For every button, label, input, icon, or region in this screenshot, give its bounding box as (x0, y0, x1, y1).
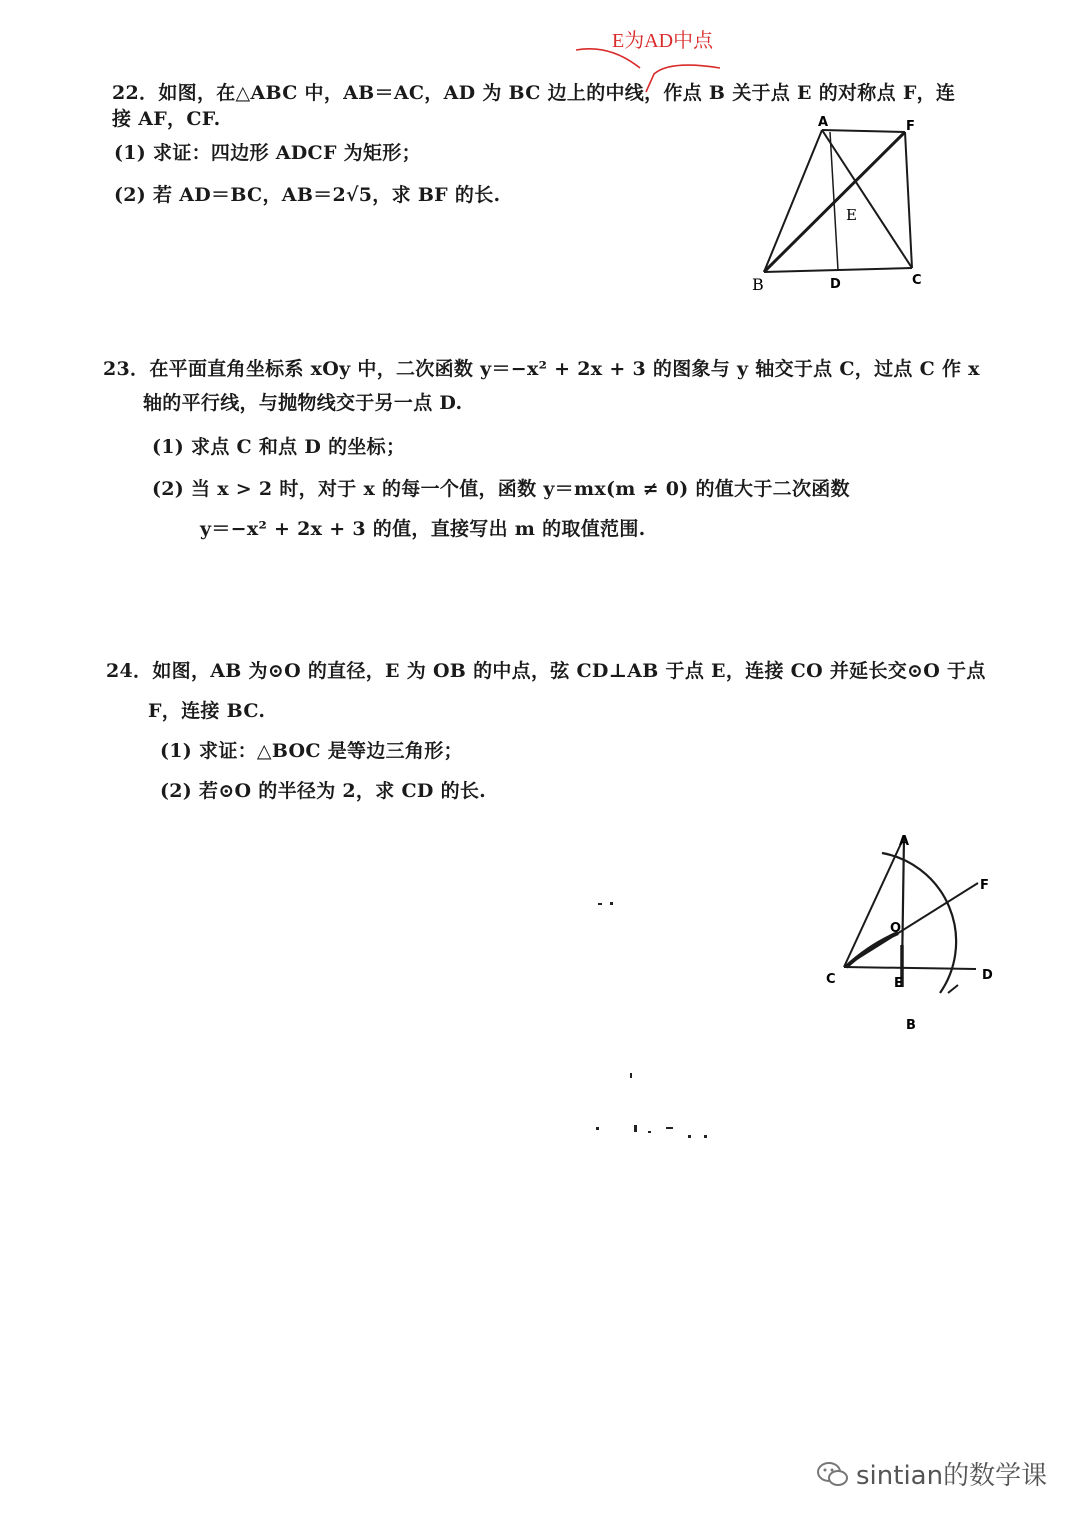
problem-22-line-2: 接 AF，CF. (112, 108, 221, 130)
figure-circle-o (810, 825, 1010, 1040)
figure-rectangle-adcf (740, 110, 940, 300)
problem-22-line-1: 22．如图，在△ABC 中，AB＝AC，AD 为 BC 边上的中线，作点 B 关于点 E 的对称点 F，连 (112, 82, 956, 104)
figure-24-label-b: B (906, 1018, 916, 1033)
scan-specks (590, 895, 730, 1145)
figure-24-label-e: E (894, 976, 903, 991)
problem-24-part-1: (1) 求证：△BOC 是等边三角形； (160, 740, 463, 762)
watermark-text: sintian的数学课 (856, 1461, 1048, 1491)
problem-23-line-1: 23．在平面直角坐标系 xOy 中，二次函数 y＝−x² + 2x + 3 的图象与 y 轴交于点 C，过点 C 作 x (103, 358, 980, 380)
problem-24-line-2: F，连接 BC. (148, 700, 266, 722)
figure-24-label-d: D (982, 968, 993, 983)
figure-24-label-o: O (890, 921, 902, 936)
segment-af (822, 130, 905, 132)
chord-cd (844, 967, 976, 969)
segment-fc (905, 132, 912, 268)
problem-22-part-2: (2) 若 AD＝BC，AB＝2√5，求 BF 的长. (114, 184, 501, 206)
problem-23-part-2-cont: y＝−x² + 2x + 3 的值，直接写出 m 的取值范围. (200, 518, 646, 540)
figure-22-label-f: F (906, 119, 915, 134)
figure-24-label-c: C (826, 972, 836, 987)
wechat-icon (816, 1460, 850, 1488)
problem-23-part-1: (1) 求点 C 和点 D 的坐标； (152, 436, 406, 458)
annotation-text: E为AD中点 (612, 30, 714, 52)
figure-22-label-e: E (846, 206, 857, 224)
figure-22-label-a: A (818, 115, 829, 130)
segment-ab (764, 130, 822, 272)
problem-24-line-1: 24．如图，AB 为⊙O 的直径，E 为 OB 的中点，弦 CD⊥AB 于点 E，连接 CO 并延长交⊙O 于点 (106, 660, 986, 682)
figure-24-label-a: A (899, 834, 910, 849)
watermark (816, 1455, 1047, 1492)
problem-24-part-2: (2) 若⊙O 的半径为 2，求 CD 的长. (160, 780, 487, 802)
figure-22-label-c: C (912, 273, 922, 288)
problem-22-part-1: (1) 求证：四边形 ADCF 为矩形； (114, 142, 421, 164)
figure-22-label-d: D (830, 277, 841, 292)
problem-23-part-2: (2) 当 x > 2 时，对于 x 的每一个值，函数 y＝mx(m ≠ 0) 的值大于二次函数 (152, 478, 850, 500)
problem-23-line-2: 轴的平行线，与抛物线交于另一点 D. (143, 392, 463, 414)
figure-22-label-b: B (752, 275, 764, 294)
arc-mark (948, 985, 958, 993)
figure-24-label-f: F (980, 878, 989, 893)
